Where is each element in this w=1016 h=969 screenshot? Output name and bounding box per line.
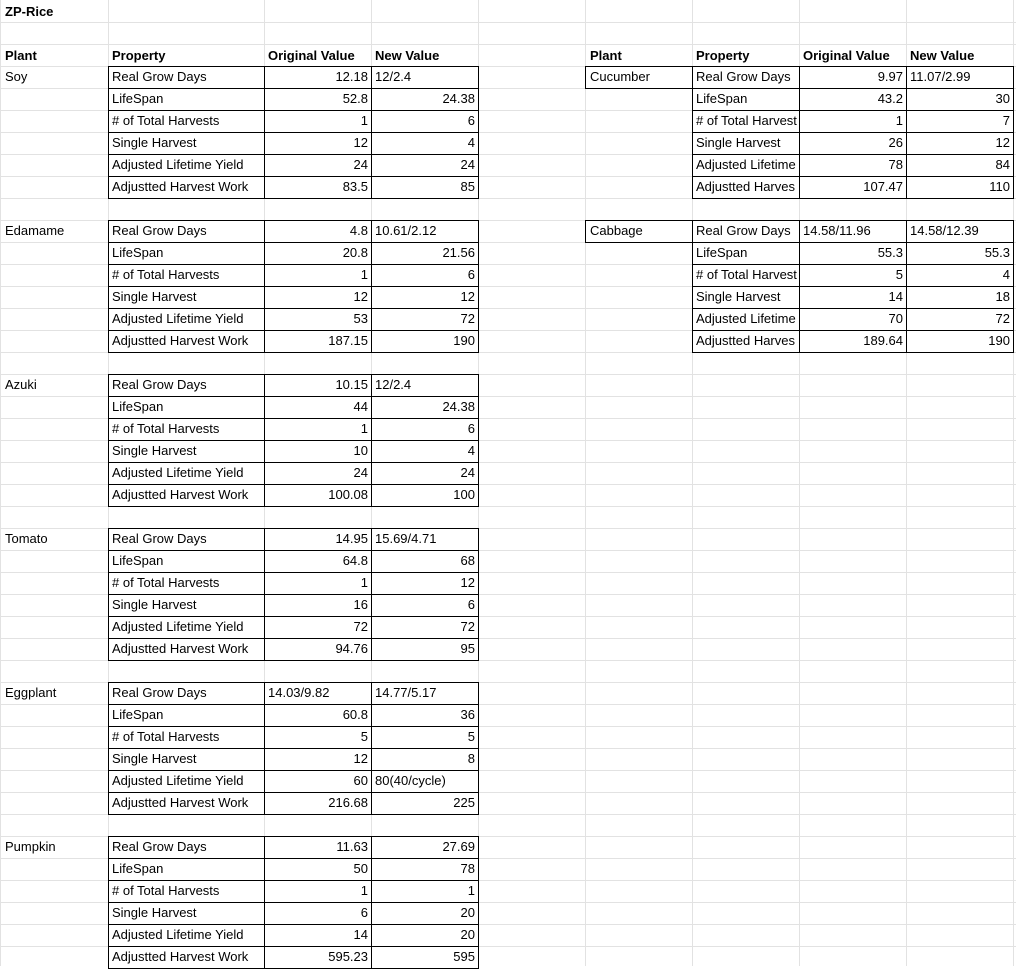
new-value-cell[interactable]: 72 — [460, 311, 475, 326]
new-value-cell[interactable]: 1 — [467, 883, 475, 898]
property-cell[interactable]: # of Total Harvests — [112, 883, 220, 898]
original-value-cell[interactable]: 12 — [353, 751, 368, 766]
property-cell[interactable]: Single Harvest — [112, 135, 197, 150]
block-border — [108, 792, 478, 793]
gridline-horizontal — [0, 506, 1016, 507]
original-value-cell[interactable]: 60 — [353, 773, 368, 788]
new-value-cell[interactable]: 7 — [1002, 113, 1010, 128]
original-value-cell[interactable]: 83.5 — [342, 179, 368, 194]
block-border — [692, 264, 1013, 265]
original-value-cell[interactable]: 94.76 — [335, 641, 368, 656]
block-border — [108, 770, 478, 771]
property-cell[interactable]: Adjustted Harves — [696, 333, 795, 348]
property-cell[interactable]: LifeSpan — [112, 245, 164, 260]
new-value-cell[interactable]: 27.69 — [442, 839, 475, 854]
original-value-cell[interactable]: 189.64 — [863, 333, 903, 348]
new-value-cell[interactable]: 8 — [467, 751, 475, 766]
header-new-left[interactable]: New Value — [375, 48, 440, 63]
original-value-cell[interactable]: 14 — [888, 289, 903, 304]
property-cell[interactable]: LifeSpan — [112, 399, 164, 414]
property-cell[interactable]: Real Grow Days — [112, 377, 207, 392]
plant-name-cell[interactable]: Edamame — [5, 223, 65, 238]
property-cell[interactable]: LifeSpan — [696, 245, 748, 260]
gridline-horizontal — [0, 814, 1016, 815]
new-value-cell[interactable]: 18 — [995, 289, 1010, 304]
new-value-cell[interactable]: 72 — [460, 619, 475, 634]
new-value-cell[interactable]: 12/2.4 — [375, 377, 412, 392]
block-border — [692, 308, 1013, 309]
original-value-cell[interactable]: 9.97 — [877, 69, 903, 84]
property-cell[interactable]: Adjusted Lifetime Yield — [112, 619, 244, 634]
property-cell[interactable]: Adjusted Lifetime Yield — [112, 927, 244, 942]
property-cell[interactable]: LifeSpan — [112, 91, 164, 106]
new-value-cell[interactable]: 21.56 — [442, 245, 475, 260]
gridline-horizontal — [0, 660, 1016, 661]
block-border — [108, 396, 478, 397]
original-value-cell[interactable]: 64.8 — [342, 553, 368, 568]
block-border — [108, 440, 478, 441]
new-value-cell[interactable]: 15.69/4.71 — [375, 531, 437, 546]
block-border — [108, 132, 478, 133]
plant-name-cell[interactable]: Tomato — [5, 531, 48, 546]
property-cell[interactable]: Adjustted Harvest Work — [112, 179, 249, 194]
original-value-cell[interactable]: 60.8 — [342, 707, 368, 722]
block-border — [108, 880, 478, 881]
header-plant-right[interactable]: Plant — [590, 48, 622, 63]
new-value-cell[interactable]: 110 — [989, 179, 1010, 194]
new-value-cell[interactable]: 11.07/2.99 — [910, 69, 971, 84]
block-border — [692, 242, 1013, 243]
new-value-cell[interactable]: 6 — [467, 421, 475, 436]
block-border — [108, 616, 478, 617]
original-value-cell[interactable]: 5 — [360, 729, 368, 744]
property-cell[interactable]: Single Harvest — [696, 289, 781, 304]
property-cell[interactable]: Single Harvest — [112, 443, 197, 458]
property-cell[interactable]: Single Harvest — [112, 905, 197, 920]
original-value-cell[interactable]: 1 — [360, 267, 368, 282]
original-value-cell[interactable]: 44 — [353, 399, 368, 414]
block-border — [108, 176, 478, 177]
new-value-cell[interactable]: 30 — [995, 91, 1010, 106]
block-border — [692, 132, 1013, 133]
block-border — [108, 858, 478, 859]
new-value-cell[interactable]: 190 — [453, 333, 475, 348]
new-value-cell[interactable]: 85 — [460, 179, 475, 194]
new-value-cell[interactable]: 80(40/cycle) — [375, 773, 446, 788]
block-border — [108, 726, 478, 727]
property-cell[interactable]: LifeSpan — [696, 91, 748, 106]
new-value-cell[interactable]: 6 — [467, 267, 475, 282]
property-cell[interactable]: Adjustted Harves — [696, 179, 795, 194]
new-value-cell[interactable]: 68 — [460, 553, 475, 568]
property-cell[interactable]: Real Grow Days — [112, 223, 207, 238]
original-value-cell[interactable]: 10 — [353, 443, 368, 458]
block-border — [108, 242, 478, 243]
plant-name-cell[interactable]: Soy — [5, 69, 28, 84]
block-border — [108, 264, 478, 265]
new-value-cell[interactable]: 12 — [995, 135, 1010, 150]
original-value-cell[interactable]: 14 — [353, 927, 368, 942]
original-value-cell[interactable]: 24 — [353, 157, 368, 172]
original-value-cell[interactable]: 10.15 — [335, 377, 368, 392]
property-cell[interactable]: Single Harvest — [696, 135, 781, 150]
new-value-cell[interactable]: 190 — [988, 333, 1010, 348]
original-value-cell[interactable]: 5 — [895, 267, 903, 282]
property-cell[interactable]: Adjusted Lifetime Yield — [112, 311, 244, 326]
gridline-horizontal — [0, 352, 1016, 353]
original-value-cell[interactable]: 6 — [360, 905, 368, 920]
property-cell[interactable]: LifeSpan — [112, 861, 164, 876]
property-cell[interactable]: Real Grow Days — [696, 223, 791, 238]
new-value-cell[interactable]: 6 — [467, 113, 475, 128]
block-border — [108, 330, 478, 331]
original-value-cell[interactable]: 187.15 — [328, 333, 368, 348]
original-value-cell[interactable]: 4.8 — [349, 223, 368, 238]
original-value-cell[interactable]: 26 — [888, 135, 903, 150]
new-value-cell[interactable]: 595 — [453, 949, 475, 964]
header-plant-left[interactable]: Plant — [5, 48, 37, 63]
new-value-cell[interactable]: 4 — [467, 443, 475, 458]
new-value-cell[interactable]: 100 — [453, 487, 475, 502]
original-value-cell[interactable]: 16 — [353, 597, 368, 612]
property-cell[interactable]: Real Grow Days — [696, 69, 791, 84]
new-value-cell[interactable]: 12 — [460, 289, 475, 304]
new-value-cell[interactable]: 4 — [1002, 267, 1010, 282]
original-value-cell[interactable]: 70 — [888, 311, 903, 326]
property-cell[interactable]: LifeSpan — [112, 707, 164, 722]
block-border — [692, 88, 1013, 89]
gridline-vertical — [478, 0, 479, 966]
header-original-right[interactable]: Original Value — [803, 48, 890, 63]
original-value-cell[interactable]: 12 — [353, 289, 368, 304]
property-cell[interactable]: # of Total Harvests — [112, 729, 220, 744]
gridline-vertical — [1013, 0, 1014, 966]
original-value-cell[interactable]: 595.23 — [328, 949, 368, 964]
block-border — [108, 572, 478, 573]
block-border — [108, 704, 478, 705]
property-cell[interactable]: Adjusted Lifetime Yield — [112, 773, 244, 788]
property-cell[interactable]: Real Grow Days — [112, 69, 207, 84]
new-value-cell[interactable]: 225 — [453, 795, 475, 810]
original-value-cell[interactable]: 1 — [360, 575, 368, 590]
original-value-cell[interactable]: 1 — [360, 113, 368, 128]
block-border — [108, 88, 478, 89]
gridline-vertical — [0, 0, 1, 966]
header-property-left[interactable]: Property — [112, 48, 166, 63]
new-value-cell[interactable]: 24.38 — [442, 399, 475, 414]
block-border — [108, 110, 478, 111]
new-value-cell[interactable]: 12 — [460, 575, 475, 590]
block-border — [108, 550, 478, 551]
new-value-cell[interactable]: 5 — [467, 729, 475, 744]
original-value-cell[interactable]: 216.68 — [328, 795, 368, 810]
original-value-cell[interactable]: 50 — [353, 861, 368, 876]
block-border — [108, 748, 478, 749]
original-value-cell[interactable]: 100.08 — [328, 487, 368, 502]
property-cell[interactable]: # of Total Harvests — [112, 421, 220, 436]
new-value-cell[interactable]: 6 — [467, 597, 475, 612]
plant-name-cell[interactable]: Cabbage — [590, 223, 643, 238]
original-value-cell[interactable]: 20.8 — [342, 245, 368, 260]
new-value-cell[interactable]: 55.3 — [984, 245, 1010, 260]
property-cell[interactable]: Single Harvest — [112, 289, 197, 304]
property-cell[interactable]: # of Total Harvest — [696, 113, 797, 128]
new-value-cell[interactable]: 24 — [460, 157, 475, 172]
property-cell[interactable]: Adjusted Lifetime Yield — [112, 465, 244, 480]
property-cell[interactable]: Adjustted Harvest Work — [112, 487, 249, 502]
property-cell[interactable]: Adjusted Lifetime — [696, 311, 796, 326]
block-border — [692, 110, 1013, 111]
original-value-cell[interactable]: 24 — [353, 465, 368, 480]
original-value-cell[interactable]: 14.95 — [335, 531, 368, 546]
plant-name-cell[interactable]: Eggplant — [5, 685, 57, 700]
block-border — [692, 154, 1013, 155]
original-value-cell[interactable]: 14.58/11.96 — [803, 223, 871, 238]
property-cell[interactable]: Adjustted Harvest Work — [112, 795, 249, 810]
property-cell[interactable]: Adjustted Harvest Work — [112, 949, 249, 964]
block-border — [692, 330, 1013, 331]
property-cell[interactable]: # of Total Harvests — [112, 267, 220, 282]
plant-name-cell[interactable]: Pumpkin — [5, 839, 56, 854]
property-cell[interactable]: # of Total Harvests — [112, 575, 220, 590]
original-value-cell[interactable]: 1 — [360, 421, 368, 436]
gridline-vertical — [585, 0, 586, 966]
plant-name-cell[interactable]: Azuki — [5, 377, 37, 392]
original-value-cell[interactable]: 52.8 — [342, 91, 368, 106]
original-value-cell[interactable]: 12.18 — [335, 69, 368, 84]
block-border — [692, 286, 1013, 287]
block-border — [108, 638, 478, 639]
original-value-cell[interactable]: 43.2 — [877, 91, 903, 106]
property-cell[interactable]: Single Harvest — [112, 751, 197, 766]
original-value-cell[interactable]: 11.63 — [336, 839, 368, 854]
property-cell[interactable]: # of Total Harvest — [696, 267, 797, 282]
header-new-right[interactable]: New Value — [910, 48, 975, 63]
block-border — [108, 946, 478, 947]
original-value-cell[interactable]: 78 — [888, 157, 903, 172]
gridline-horizontal — [0, 22, 1016, 23]
property-cell[interactable]: Adjusted Lifetime Yield — [112, 157, 244, 172]
property-cell[interactable]: Adjusted Lifetime — [696, 157, 796, 172]
original-value-cell[interactable]: 53 — [353, 311, 368, 326]
property-cell[interactable]: # of Total Harvests — [112, 113, 220, 128]
original-value-cell[interactable]: 12 — [353, 135, 368, 150]
new-value-cell[interactable]: 14.77/5.17 — [375, 685, 437, 700]
new-value-cell[interactable]: 20 — [460, 905, 475, 920]
header-original-left[interactable]: Original Value — [268, 48, 355, 63]
block-border — [108, 594, 478, 595]
block-border — [108, 924, 478, 925]
block-border — [108, 418, 478, 419]
original-value-cell[interactable]: 1 — [895, 113, 903, 128]
block-border — [108, 484, 478, 485]
property-cell[interactable]: Real Grow Days — [112, 685, 207, 700]
property-cell[interactable]: Adjustted Harvest Work — [112, 641, 249, 656]
property-cell[interactable]: Real Grow Days — [112, 531, 207, 546]
block-border — [108, 286, 478, 287]
new-value-cell[interactable]: 24.38 — [442, 91, 475, 106]
plant-name-cell[interactable]: Cucumber — [590, 69, 650, 84]
new-value-cell[interactable]: 14.58/12.39 — [910, 223, 979, 238]
new-value-cell[interactable]: 24 — [460, 465, 475, 480]
block-border — [108, 902, 478, 903]
original-value-cell[interactable]: 55.3 — [877, 245, 903, 260]
block-border — [108, 154, 478, 155]
block-border — [692, 176, 1013, 177]
property-cell[interactable]: Single Harvest — [112, 597, 197, 612]
new-value-cell[interactable]: 12/2.4 — [375, 69, 412, 84]
new-value-cell[interactable]: 78 — [460, 861, 475, 876]
property-cell[interactable]: Adjustted Harvest Work — [112, 333, 249, 348]
original-value-cell[interactable]: 72 — [353, 619, 368, 634]
new-value-cell[interactable]: 10.61/2.12 — [375, 223, 437, 238]
original-value-cell[interactable]: 107.47 — [863, 179, 903, 194]
property-cell[interactable]: LifeSpan — [112, 553, 164, 568]
new-value-cell[interactable]: 72 — [995, 311, 1010, 326]
new-value-cell[interactable]: 4 — [467, 135, 475, 150]
header-property-right[interactable]: Property — [696, 48, 750, 63]
block-border — [108, 462, 478, 463]
sheet-title[interactable]: ZP-Rice — [5, 4, 54, 19]
block-border — [108, 308, 478, 309]
property-cell[interactable]: Real Grow Days — [112, 839, 207, 854]
gridline-horizontal — [0, 198, 1016, 199]
new-value-cell[interactable]: 36 — [460, 707, 475, 722]
original-value-cell[interactable]: 1 — [360, 883, 368, 898]
new-value-cell[interactable]: 95 — [460, 641, 475, 656]
new-value-cell[interactable]: 84 — [995, 157, 1010, 172]
original-value-cell[interactable]: 14.03/9.82 — [268, 685, 330, 700]
new-value-cell[interactable]: 20 — [460, 927, 475, 942]
